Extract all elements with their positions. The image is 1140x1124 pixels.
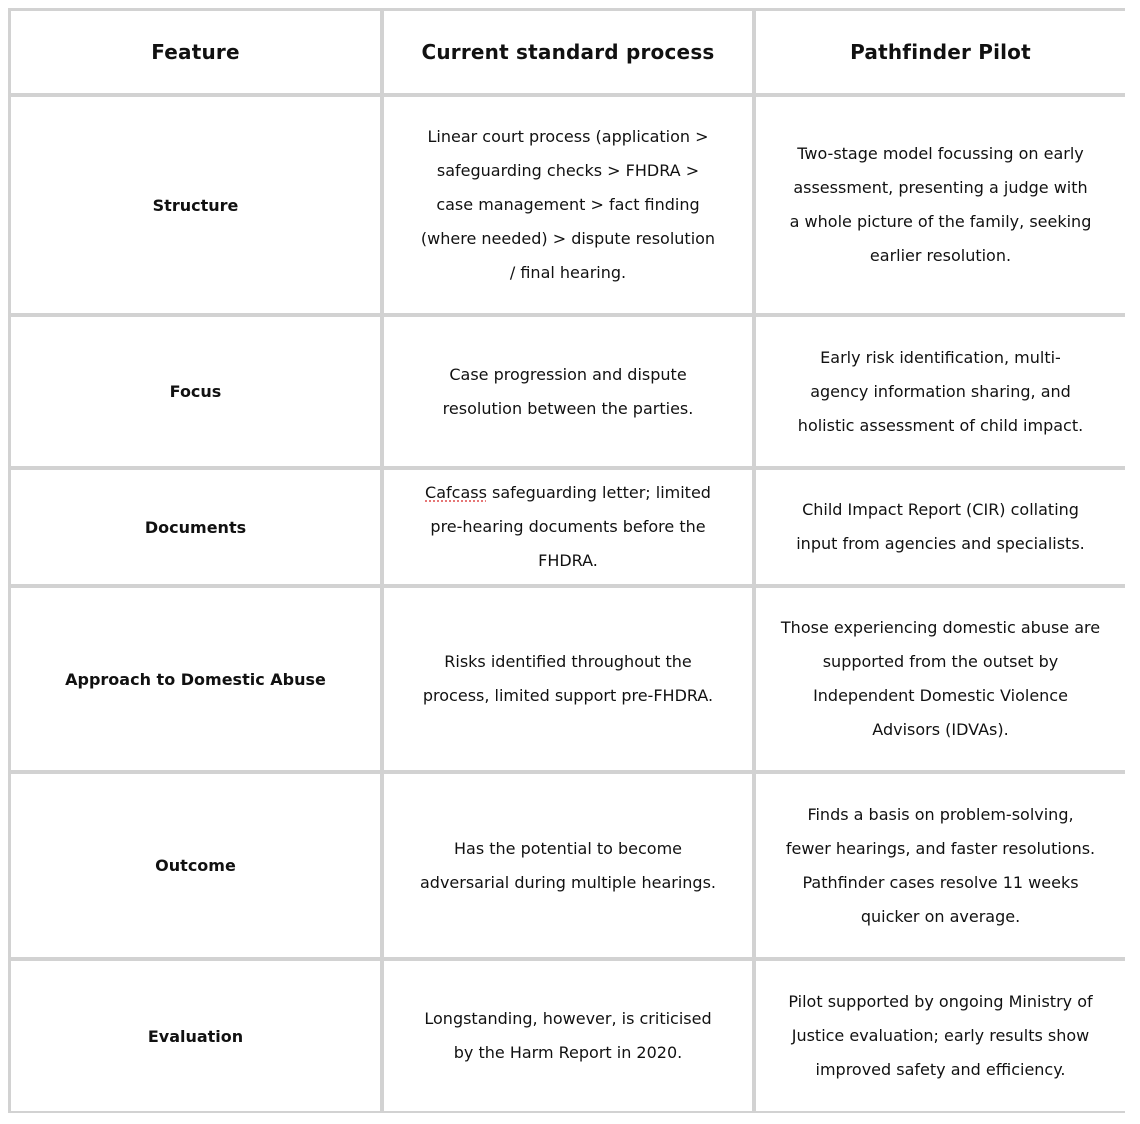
row-evaluation-current	[384, 961, 752, 1111]
row-focus-current	[384, 317, 752, 466]
row-documents-current	[384, 470, 752, 584]
current-text-rest: safeguarding letter; limited pre-hearing documents before the FHDRA.	[430, 483, 711, 570]
current-text: Risks identified throughout the process, limited support pre-FHDRA.	[422, 652, 714, 705]
row-documents-feature	[11, 470, 380, 584]
header-pathfinder-pilot	[756, 11, 1125, 93]
feature-label: Focus	[169, 382, 222, 401]
row-evaluation-feature	[11, 961, 380, 1111]
pathfinder-text: Pilot supported by ongoing Ministry of Justice evaluation; early results show improved safety and efficiency.	[788, 992, 1093, 1079]
feature-label: Documents	[144, 517, 247, 537]
pathfinder-text: Finds a basis on problem-solving, fewer hearings, and faster resolutions. Pathfinder cases resolve 11 weeks quicker on average.	[785, 804, 1096, 926]
row-outcome-pathfinder	[756, 774, 1125, 957]
row-evaluation-pathfinder	[756, 961, 1125, 1111]
current-text	[412, 476, 724, 578]
row-structure-current	[384, 97, 752, 313]
current-text: Has the potential to become adversarial during multiple hearings.	[419, 838, 716, 892]
row-structure-feature	[11, 97, 380, 313]
current-text: Linear court process (application > safeguarding checks > FHDRA > case management > fact finding (where needed) > dispute resolution / final hearing.	[420, 127, 716, 282]
row-domestic-abuse-feature	[11, 588, 380, 770]
current-text: Case progression and dispute resolution between the parties.	[442, 364, 694, 418]
row-outcome-feature	[11, 774, 380, 957]
header-feature	[11, 11, 380, 93]
row-structure-pathfinder	[756, 97, 1125, 313]
header-pathfinder-label: Pathfinder Pilot	[850, 40, 1031, 64]
row-documents-pathfinder	[756, 470, 1125, 584]
header-current-label: Current standard process	[421, 40, 715, 64]
feature-label: Approach to Domestic Abuse	[65, 669, 326, 689]
row-focus-feature	[11, 317, 380, 466]
feature-label: Evaluation	[147, 1026, 244, 1046]
comparison-table	[8, 8, 1125, 1113]
header-feature-label: Feature	[151, 40, 240, 64]
feature-label: Structure	[152, 195, 239, 215]
pathfinder-text: Early risk identification, multi-agency information sharing, and holistic assessment of child impact.	[797, 347, 1084, 435]
spellcheck-word[interactable]: Cafcass	[425, 483, 487, 502]
pathfinder-text: Those experiencing domestic abuse are supported from the outset by Independent Domestic Violence Advisors (IDVAs).	[780, 618, 1101, 739]
row-domestic-abuse-current	[384, 588, 752, 770]
row-domestic-abuse-pathfinder	[756, 588, 1125, 770]
row-outcome-current	[384, 774, 752, 957]
pathfinder-text: Child Impact Report (CIR) collating input from agencies and specialists.	[796, 500, 1085, 553]
feature-label: Outcome	[155, 856, 236, 875]
current-text: Longstanding, however, is criticised by the Harm Report in 2020.	[424, 1009, 712, 1062]
row-focus-pathfinder	[756, 317, 1125, 466]
header-current-process	[384, 11, 752, 93]
pathfinder-text: Two-stage model focussing on early assessment, presenting a judge with a whole picture of the family, seeking earlier resolution.	[789, 144, 1092, 265]
